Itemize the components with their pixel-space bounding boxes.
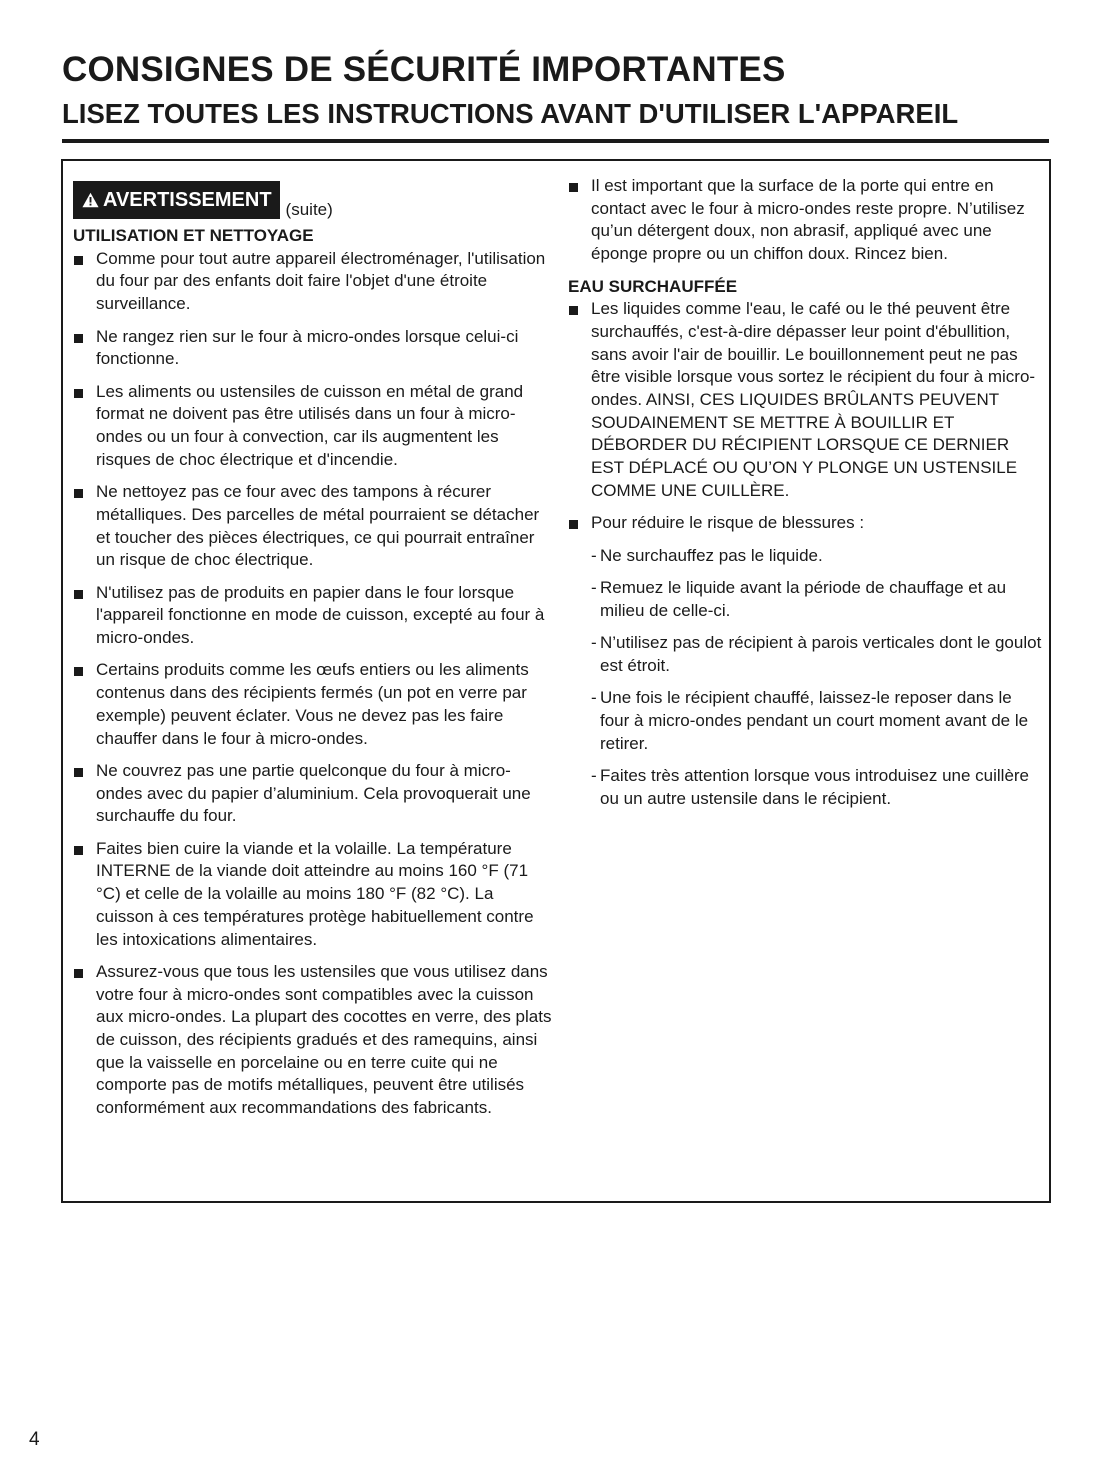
dash-marker: - [591,633,597,653]
sub-list-item [591,765,1043,810]
list-item: Comme pour tout autre appareil électroménager, l'utilisation du four par des enfants doit faire l'objet d'une étroite surveillance. [73,248,553,316]
warning-label: AVERTISSEMENT [103,188,272,211]
sub-list-text: N’utilisez pas de récipient à parois verticales dont le goulot est étroit. [600,633,1042,675]
list-item: Faites bien cuire la viande et la volaille. La température INTERNE de la viande doit atteindre au moins 160 °F (71 °C) et celle de la volaille au moins 180 °F (82 °C). La cuisson à ces températures protège habituellement contre les intoxications alimentaires. [73,838,553,952]
door-list [568,175,1043,266]
injury-sub-list [591,545,1043,811]
list-item: Les liquides comme l'eau, le café ou le thé peuvent être surchauffés, c'est-à-dire dépasser leur point d'ébullition, sans avoir l'air de bouillir. Le bouillonnement peut ne pas être visible lorsque vous sortez le récipient du four à micro-ondes. AINSI, CES LIQUIDES BRÛLANTS PEUVENT SOUDAINEMENT SE METTRE À BOUILLIR ET DÉBORDER DU RÉCIPIENT LORSQUE CE DERNIER EST DÉPLACÉ OU QU’ON Y PLONGE UN USTENSILE COMME UNE CUILLÈRE. [568,298,1043,502]
superheated-list [568,298,1043,535]
warning-suffix: (suite) [285,200,333,219]
dash-marker: - [591,545,597,565]
list-item: Ne couvrez pas une partie quelconque du four à micro-ondes avec du papier d’aluminium. Cela provoquerait une surchauffe du four. [73,760,553,828]
list-item: Pour réduire le risque de blessures : [568,512,1043,535]
right-column [568,161,1043,820]
usage-list [73,248,553,1120]
sub-list-item [591,577,1043,622]
sub-list-item [591,632,1043,677]
safety-box [61,159,1051,1203]
list-item: N'utilisez pas de produits en papier dans le four lorsque l'appareil fonctionne en mode de cuisson, excepté au four à micro-ondes. [73,582,553,650]
left-column [73,161,553,1130]
sub-list-text: Ne surchauffez pas le liquide. [600,545,823,565]
warning-header [73,180,553,219]
page-subtitle: LISEZ TOUTES LES INSTRUCTIONS AVANT D'UTILISER L'APPAREIL [62,98,959,129]
usage-heading: UTILISATION ET NETTOYAGE [73,226,314,245]
list-item: Les aliments ou ustensiles de cuisson en métal de grand format ne doivent pas être utilisés dans un four à micro-ondes ou un four à convection, car ils augmentent les risques de choc électrique et d'incendie. [73,381,553,472]
dash-marker: - [591,578,597,597]
list-item: Il est important que la surface de la porte qui entre en contact avec le four à micro-ondes reste propre. N’utilisez qu’un détergent doux, non abrasif, appliqué avec une éponge propre ou un chiffon doux. Rincez bien. [568,175,1043,266]
sub-list-text: Une fois le récipient chauffé, laissez-le reposer dans le four à micro-ondes pendant un court moment avant de le retirer. [600,688,1029,753]
sub-list-text: Faites très attention lorsque vous introduisez une cuillère ou un autre ustensile dans le récipient. [600,765,1030,808]
dash-marker: - [591,765,597,785]
list-item: Assurez-vous que tous les ustensiles que vous utilisez dans votre four à micro-ondes sont compatibles avec la cuisson aux micro-ondes. La plupart des cocottes en verre, des plats de cuisson, des récipients gradués et des ramequins, ainsi que la vaisselle en porcelaine ou en terre cuite qui ne comporte pas de motifs métalliques, peuvent être utilisés conformément aux recommandations des fabricants. [73,961,553,1120]
warning-triangle-icon [82,192,99,208]
page-title: CONSIGNES DE SÉCURITÉ IMPORTANTES [62,50,786,89]
warning-badge [73,181,280,219]
list-item: Certains produits comme les œufs entiers ou les aliments contenus dans des récipients fermés (un pot en verre par exemple) peuvent éclater. Vous ne devez pas les faire chauffer dans le four à micro-ondes. [73,659,553,750]
sub-list-text: Remuez le liquide avant la période de chauffage et au milieu de celle-ci. [600,578,1007,620]
sub-list-item [591,545,1043,568]
dash-marker: - [591,688,597,708]
sub-list-item [591,687,1043,755]
list-item: Ne rangez rien sur le four à micro-ondes lorsque celui-ci fonctionne. [73,326,553,371]
superheated-heading: EAU SURCHAUFFÉE [568,276,738,296]
list-item: Ne nettoyez pas ce four avec des tampons à récurer métalliques. Des parcelles de métal pourraient se détacher et toucher des pièces électriques, ce qui pourrait entraîner un risque de choc électrique. [73,481,553,572]
title-divider [62,139,1049,143]
page-number: 4 [29,1429,40,1450]
